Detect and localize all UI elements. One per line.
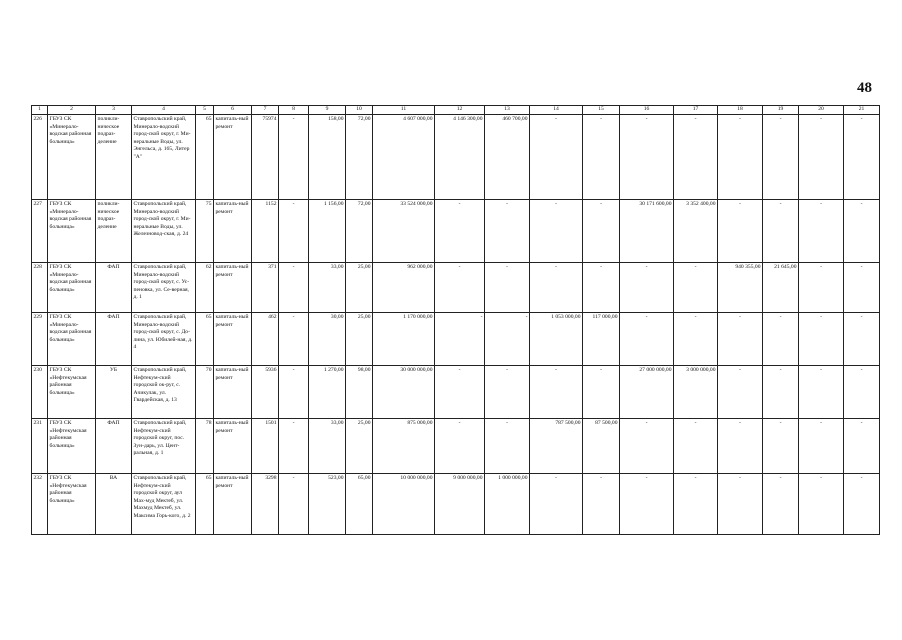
cell-wear: 62 — [196, 263, 214, 313]
cell-facility-type: ВА — [96, 474, 132, 535]
cell-institution: ГБУЗ СК «Нефтекумская районная больница» — [48, 366, 96, 419]
cell-amount: - — [530, 115, 583, 200]
register-body — [32, 115, 880, 535]
header-row — [32, 106, 880, 115]
cell-amount: - — [844, 366, 880, 419]
cell-amount: 962 000,00 — [373, 263, 435, 313]
column-header: 15 — [583, 106, 620, 115]
cell-value: 1501 — [252, 419, 279, 474]
cell-value: 371 — [252, 263, 279, 313]
cell-amount: - — [485, 313, 530, 366]
cell-amount: 30 171 600,00 — [620, 200, 674, 263]
cell-value: 75974 — [252, 115, 279, 200]
page-number: 48 — [857, 80, 872, 96]
cell-value: 523,00 — [309, 474, 346, 535]
cell-amount: - — [620, 419, 674, 474]
cell-address: Ставропольский край, Нефтекум-ский городской ок-руг, с. Ачикулак, ул. Гвардейская, д. 13 — [132, 366, 196, 419]
table-row — [32, 313, 880, 366]
cell-amount: 9 000 000,00 — [435, 474, 485, 535]
cell-number: 232 — [32, 474, 48, 535]
cell-institution: ГБУЗ СК «Минерало-водская районная больница» — [48, 200, 96, 263]
cell-amount: - — [583, 263, 620, 313]
cell-amount: - — [763, 366, 799, 419]
cell-facility-type: ФАП — [96, 419, 132, 474]
cell-value: 1 270,00 — [309, 366, 346, 419]
cell-amount: 787 500,00 — [530, 419, 583, 474]
cell-number: 226 — [32, 115, 48, 200]
cell-amount: - — [435, 419, 485, 474]
column-header: 1 — [32, 106, 48, 115]
cell-amount: - — [718, 313, 763, 366]
cell-facility-type: поликли-ническое подраз-деление — [96, 115, 132, 200]
cell-amount: - — [763, 115, 799, 200]
cell-amount: - — [530, 200, 583, 263]
cell-amount: - — [844, 419, 880, 474]
cell-wear: 78 — [196, 419, 214, 474]
cell-value: - — [279, 366, 309, 419]
cell-address: Ставропольский край, Минерало-водский город-ской округ, с. Ус-пеновка, ул. Се-верная, д. 1 — [132, 263, 196, 313]
cell-amount: - — [718, 419, 763, 474]
cell-amount: - — [763, 313, 799, 366]
cell-value: - — [279, 313, 309, 366]
cell-amount: 1 170 000,00 — [373, 313, 435, 366]
cell-amount: - — [530, 263, 583, 313]
cell-institution: ГБУЗ СК «Нефтекумская районная больница» — [48, 474, 96, 535]
cell-value: 1 156,00 — [309, 200, 346, 263]
column-header: 11 — [373, 106, 435, 115]
cell-amount: - — [844, 313, 880, 366]
cell-amount: - — [799, 200, 844, 263]
cell-amount: - — [485, 263, 530, 313]
cell-amount: - — [844, 115, 880, 200]
cell-value: 72,00 — [346, 200, 373, 263]
cell-amount: 875 000,00 — [373, 419, 435, 474]
cell-amount: - — [763, 474, 799, 535]
cell-amount: - — [844, 200, 880, 263]
cell-institution: ГБУЗ СК «Минерало-водская районная больница» — [48, 115, 96, 200]
cell-amount: - — [674, 115, 718, 200]
cell-amount: - — [435, 263, 485, 313]
cell-work-type: капиталь-ный ремонт — [214, 474, 252, 535]
cell-value: 65,00 — [346, 474, 373, 535]
cell-institution: ГБУЗ СК «Минерало-водская районная больница» — [48, 263, 96, 313]
cell-amount: - — [435, 366, 485, 419]
column-header: 4 — [132, 106, 196, 115]
cell-value: 462 — [252, 313, 279, 366]
cell-amount: - — [620, 474, 674, 535]
cell-address: Ставропольский край, Минерало-водский город-ской округ, г. Ми-неральные Воды, ул. Железновод-ская, д. 24 — [132, 200, 196, 263]
cell-amount: - — [620, 263, 674, 313]
cell-facility-type: поликли-ническое подраз-деление — [96, 200, 132, 263]
table-row — [32, 200, 880, 263]
cell-amount: - — [674, 474, 718, 535]
cell-work-type: капиталь-ный ремонт — [214, 313, 252, 366]
cell-value: 33,00 — [309, 263, 346, 313]
cell-amount: - — [620, 313, 674, 366]
cell-wear: 70 — [196, 366, 214, 419]
column-header: 16 — [620, 106, 674, 115]
cell-wear: 75 — [196, 200, 214, 263]
cell-value: 25,00 — [346, 263, 373, 313]
column-header: 14 — [530, 106, 583, 115]
cell-amount: - — [674, 419, 718, 474]
cell-amount: - — [763, 419, 799, 474]
cell-wear: 65 — [196, 313, 214, 366]
cell-amount: 3 352 400,00 — [674, 200, 718, 263]
register-table — [31, 105, 880, 535]
cell-amount: - — [799, 419, 844, 474]
cell-value: 158,00 — [309, 115, 346, 200]
cell-work-type: капиталь-ный ремонт — [214, 115, 252, 200]
table-row — [32, 366, 880, 419]
column-header: 2 — [48, 106, 96, 115]
cell-value: - — [279, 115, 309, 200]
cell-amount: - — [763, 200, 799, 263]
cell-value: - — [279, 263, 309, 313]
cell-amount: 1 053 000,00 — [530, 313, 583, 366]
cell-address: Ставропольский край, Нефтекум-ский городской округ, пос. Зун-дарь, ул. Цент-ральная, д. 1 — [132, 419, 196, 474]
cell-amount: - — [799, 313, 844, 366]
cell-amount: - — [530, 474, 583, 535]
column-header: 20 — [799, 106, 844, 115]
column-header: 5 — [196, 106, 214, 115]
column-header: 18 — [718, 106, 763, 115]
cell-amount: - — [799, 474, 844, 535]
column-header: 21 — [844, 106, 880, 115]
cell-amount: - — [583, 474, 620, 535]
cell-amount: - — [435, 200, 485, 263]
cell-facility-type: ФАП — [96, 263, 132, 313]
cell-work-type: капиталь-ный ремонт — [214, 419, 252, 474]
cell-amount: 21 645,00 — [763, 263, 799, 313]
cell-address: Ставропольский край, Нефтекум-ский городской округ, аул Мах-муд Мектеб, ул. Махмуд Мектеб, ул. Максима Горь-кого, д. 2 — [132, 474, 196, 535]
column-header: 13 — [485, 106, 530, 115]
cell-institution: ГБУЗ СК «Нефтекумская районная больница» — [48, 419, 96, 474]
cell-amount: 10 000 000,00 — [373, 474, 435, 535]
table-row — [32, 419, 880, 474]
cell-amount: - — [583, 115, 620, 200]
cell-facility-type: УБ — [96, 366, 132, 419]
cell-number: 230 — [32, 366, 48, 419]
cell-amount: 30 000 000,00 — [373, 366, 435, 419]
cell-amount: - — [530, 366, 583, 419]
column-header: 12 — [435, 106, 485, 115]
cell-value: 3298 — [252, 474, 279, 535]
cell-amount: - — [583, 200, 620, 263]
cell-amount: 87 500,00 — [583, 419, 620, 474]
cell-amount: - — [485, 419, 530, 474]
column-header: 9 — [309, 106, 346, 115]
cell-work-type: капиталь-ный ремонт — [214, 200, 252, 263]
cell-value: 25,00 — [346, 313, 373, 366]
cell-amount: - — [799, 366, 844, 419]
cell-amount: - — [844, 474, 880, 535]
cell-work-type: капиталь-ный ремонт — [214, 263, 252, 313]
table-row — [32, 474, 880, 535]
column-header: 6 — [214, 106, 252, 115]
table-row — [32, 263, 880, 313]
column-header: 17 — [674, 106, 718, 115]
cell-amount: 117 000,00 — [583, 313, 620, 366]
cell-value: 1152 — [252, 200, 279, 263]
column-header: 8 — [279, 106, 309, 115]
cell-amount: - — [799, 263, 844, 313]
cell-institution: ГБУЗ СК «Минерало-водская районная больница» — [48, 313, 96, 366]
cell-amount: - — [620, 115, 674, 200]
column-header: 3 — [96, 106, 132, 115]
cell-value: 25,00 — [346, 419, 373, 474]
cell-amount: - — [674, 263, 718, 313]
cell-wear: 65 — [196, 115, 214, 200]
cell-amount: 1 000 000,00 — [485, 474, 530, 535]
cell-amount: - — [799, 115, 844, 200]
cell-value: 30,00 — [309, 313, 346, 366]
cell-number: 227 — [32, 200, 48, 263]
cell-address: Ставропольский край, Минерало-водский город-ской округ, с. До-лина, ул. Юбилей-ная, д. 4 — [132, 313, 196, 366]
cell-work-type: капиталь-ный ремонт — [214, 366, 252, 419]
cell-amount: 4 607 000,00 — [373, 115, 435, 200]
cell-amount: - — [718, 200, 763, 263]
cell-amount: 3 000 000,00 — [674, 366, 718, 419]
cell-number: 229 — [32, 313, 48, 366]
cell-value: - — [279, 200, 309, 263]
cell-amount: - — [718, 366, 763, 419]
cell-value: 33,00 — [309, 419, 346, 474]
cell-amount: - — [844, 263, 880, 313]
cell-amount: 4 146 300,00 — [435, 115, 485, 200]
cell-amount: 940 355,00 — [718, 263, 763, 313]
cell-amount: - — [583, 366, 620, 419]
cell-amount: - — [435, 313, 485, 366]
cell-amount: 27 000 000,00 — [620, 366, 674, 419]
cell-facility-type: ФАП — [96, 313, 132, 366]
cell-amount: - — [718, 115, 763, 200]
cell-number: 231 — [32, 419, 48, 474]
cell-value: 5936 — [252, 366, 279, 419]
column-header: 10 — [346, 106, 373, 115]
cell-address: Ставропольский край, Минерало-водский город-ской округ, г. Ми-неральные Воды, ул. Энгельса, д. 165, Литер "А" — [132, 115, 196, 200]
cell-amount: - — [674, 313, 718, 366]
cell-wear: 65 — [196, 474, 214, 535]
cell-value: - — [279, 419, 309, 474]
cell-value: 98,00 — [346, 366, 373, 419]
table-row — [32, 115, 880, 200]
column-header: 7 — [252, 106, 279, 115]
cell-amount: - — [485, 200, 530, 263]
column-header: 19 — [763, 106, 799, 115]
cell-amount: 460 700,00 — [485, 115, 530, 200]
cell-amount: 33 524 000,00 — [373, 200, 435, 263]
cell-amount: - — [718, 474, 763, 535]
cell-amount: - — [485, 366, 530, 419]
cell-number: 228 — [32, 263, 48, 313]
cell-value: - — [279, 474, 309, 535]
cell-value: 72,00 — [346, 115, 373, 200]
